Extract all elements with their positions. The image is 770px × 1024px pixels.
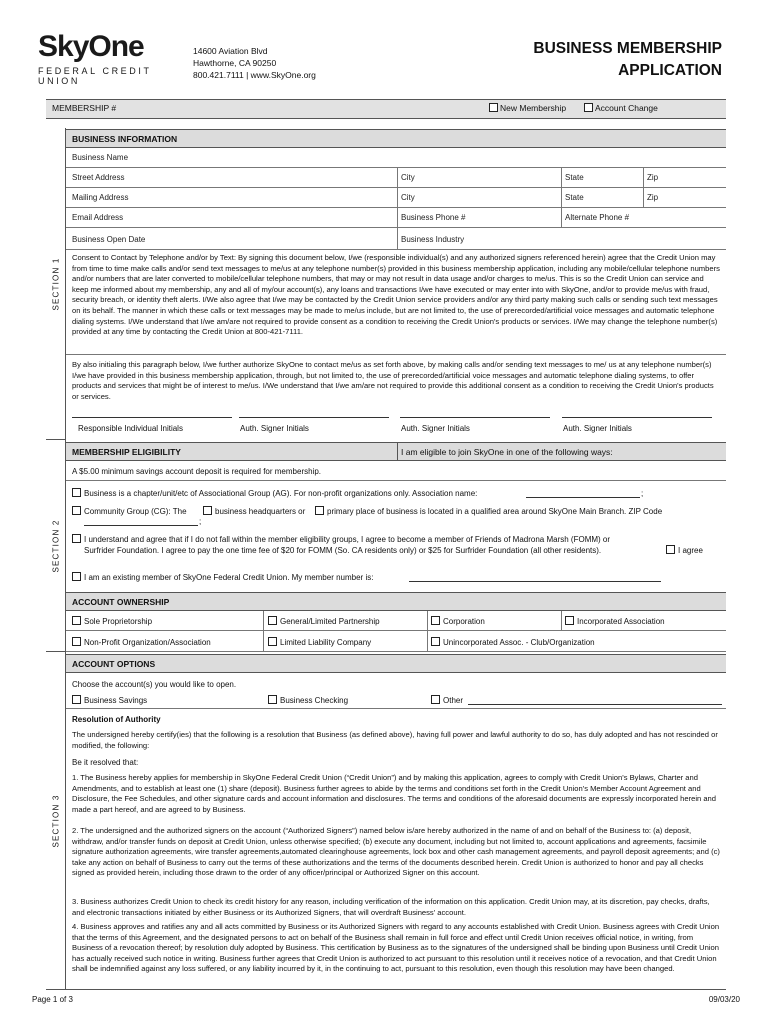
eligibility-subheading: I am eligible to join SkyOne in one of the following ways: xyxy=(401,447,613,457)
primary-place-checkbox[interactable] xyxy=(315,506,324,515)
associational-group-checkbox[interactable] xyxy=(72,488,81,497)
street-label: Street Address xyxy=(72,173,125,182)
title-line-2: APPLICATION xyxy=(618,62,722,79)
llc-checkbox[interactable] xyxy=(268,637,277,646)
resolution-item-1: 1. The Business hereby applies for membership in SkyOne Federal Credit Union (“Credit Union”) and by making this application, agrees to comply with Credit Union's Bylaws, Charter and Amendments, and to establish at least one (1) share (deposit). Business further agrees to abide by the terms and conditions set forth in the Credit Union's Member Account Agreement and Disclosure, the Fee Schedules, and other signature cards and account information and disclosures. The terms and conditions of the aforesaid documents are expressly incorporated herein and made a part hereof, and are agreed to by Business. xyxy=(72,773,717,814)
title-line-1: BUSINESS MEMBERSHIP xyxy=(533,40,722,57)
divider xyxy=(561,168,562,228)
new-membership-checkbox[interactable] xyxy=(489,103,498,112)
new-membership-label: New Membership xyxy=(500,103,567,113)
friends-option-line-2: Surfrider Foundation. I agree to pay the one time fee of $20 for FOMM (So. CA residents only) or $25 for Surfrider Foundation (all other residents). xyxy=(84,546,602,555)
headquarters-text: business headquarters or xyxy=(215,507,306,516)
eligibility-heading: MEMBERSHIP ELIGIBILITY xyxy=(72,447,181,457)
divider xyxy=(561,611,562,631)
eligibility-header xyxy=(66,442,726,461)
incorporated-association-label: Incorporated Association xyxy=(577,617,665,626)
account-change-checkbox[interactable] xyxy=(584,103,593,112)
headquarters-checkbox[interactable] xyxy=(203,506,212,515)
divider xyxy=(66,354,726,355)
other-account-label: Other xyxy=(443,696,464,705)
account-change-label: Account Change xyxy=(595,103,658,113)
alternate-phone-label: Alternate Phone # xyxy=(565,213,630,222)
contact-row[interactable] xyxy=(66,208,726,228)
unincorporated-label: Unincorporated Assoc. - Club/Organization xyxy=(443,638,595,647)
member-number-field[interactable] xyxy=(409,581,661,582)
industry-label: Business Industry xyxy=(401,235,465,244)
corporation-label: Corporation xyxy=(443,617,485,626)
open-date-row[interactable] xyxy=(66,228,726,250)
street-row[interactable] xyxy=(66,168,726,188)
membership-number-label: MEMBERSHIP # xyxy=(52,103,117,113)
mailing-city-label: City xyxy=(401,193,415,202)
other-account-field[interactable] xyxy=(468,704,722,705)
logo-subtitle: FEDERAL CREDIT UNION xyxy=(38,66,152,86)
friends-option-checkbox[interactable] xyxy=(72,534,81,543)
section-2-label: SECTION 2 xyxy=(51,519,61,573)
community-group-checkbox[interactable] xyxy=(72,506,81,515)
divider xyxy=(643,168,644,208)
document-title xyxy=(533,38,722,82)
account-options-header xyxy=(66,654,726,673)
business-checking-checkbox[interactable] xyxy=(268,695,277,704)
signer-initials-label: Auth. Signer Initials xyxy=(563,424,632,433)
associational-group-text: Business is a chapter/unit/etc of Associational Group (AG). For non-profit organizations only. Association name: xyxy=(84,489,478,498)
divider xyxy=(427,611,428,652)
resolution-title: Resolution of Authority xyxy=(72,715,161,724)
i-agree-checkbox[interactable] xyxy=(666,545,675,554)
address-line-2: Hawthorne, CA 90250 xyxy=(193,58,277,68)
address-block xyxy=(193,45,316,81)
association-name-field[interactable] xyxy=(526,497,640,498)
existing-member-checkbox[interactable] xyxy=(72,572,81,581)
address-line-1: 14600 Aviation Blvd xyxy=(193,46,268,56)
friends-option-line-1: I understand and agree that if I do not fall within the member eligibility groups, I agree to become a member of Friends of Madrona Marsh (FOMM) or xyxy=(84,535,611,544)
divider xyxy=(66,708,726,709)
responsible-initials-label: Responsible Individual Initials xyxy=(78,424,183,433)
existing-member-text: I am an existing member of SkyOne Federal Credit Union. My member number is: xyxy=(84,573,374,582)
account-options-heading: ACCOUNT OPTIONS xyxy=(72,659,156,669)
corporation-checkbox[interactable] xyxy=(431,616,440,625)
punctuation: ; xyxy=(199,517,202,526)
bottom-rule xyxy=(46,989,726,990)
signer-initials-label: Auth. Signer Initials xyxy=(401,424,470,433)
divider xyxy=(397,442,398,461)
nonprofit-label: Non-Profit Organization/Association xyxy=(84,638,211,647)
nonprofit-checkbox[interactable] xyxy=(72,637,81,646)
ownership-heading: ACCOUNT OWNERSHIP xyxy=(72,597,170,607)
business-info-header xyxy=(66,129,726,148)
account-change-option[interactable] xyxy=(584,103,658,113)
divider xyxy=(397,168,398,250)
llc-label: Limited Liability Company xyxy=(280,638,372,647)
divider xyxy=(263,611,264,652)
section-3-label: SECTION 3 xyxy=(51,794,61,848)
business-checking-label: Business Checking xyxy=(280,696,349,705)
business-name-label: Business Name xyxy=(72,153,129,162)
city-label: City xyxy=(401,173,415,182)
initials-line[interactable] xyxy=(72,417,232,418)
sole-proprietorship-checkbox[interactable] xyxy=(72,616,81,625)
choose-accounts-text: Choose the account(s) you would like to open. xyxy=(72,680,237,689)
resolution-intro: The undersigned hereby certify(ies) that the following is a resolution that Business (as defined above), having full power and lawful authority to do so, has duly adopted and has not rescinded or modified, the following: xyxy=(72,730,718,750)
state-label: State xyxy=(565,173,584,182)
open-date-label: Business Open Date xyxy=(72,235,146,244)
business-savings-checkbox[interactable] xyxy=(72,695,81,704)
deposit-note: A $5.00 minimum savings account deposit is required for membership. xyxy=(72,467,322,476)
unincorporated-checkbox[interactable] xyxy=(431,637,440,646)
revision-date: 09/03/20 xyxy=(708,995,740,1004)
page-number: Page 1 of 3 xyxy=(32,995,73,1004)
resolution-item-4: 4. Business approves and ratifies any and all acts committed by Business or its Authorized Signers with regard to any accounts established with Credit Union. Business agrees with Credit Union that the terms of this Agreement, and the designated persons to act on behalf of the Business shall remain in full force and effect until Credit Union receives official notice, in writing, from Business of a revocation thereof; by resolution duly adopted by Business. This certification by Business as to the signatures of the undersigned shall be binding upon Business until Credit Union has actually received such notice in writing. Business further agrees that Credit Union is authorized to act pursuant to this resolution until it receives notice of a revocation, and that Credit Union shall be indemnified against any loss suffered, or any liability incurred by it, in the continuing to act, pursuant to this resolution, even though this resolution may have been changed. xyxy=(72,922,720,974)
resolution-item-2: 2. The undersigned and the authorized signers on the account (“Authorized Signers”) named below is/are hereby authorized in the name of and on behalf of the Business to: (a) deposit, withdraw, and/or transfer funds on deposit at Credit Union, unless otherwise specified; (b) execute any document, including but not limited to, account applications and agreements, facsimile signature authorization agreements, wire transfer agreements,automated clearinghouse agreements, lock box and other cash management agreements, and payroll deposit agreements; and (c) take any action on behalf of Business to carry out the terms of these authorizations and the terms of the documents described herein. Credit Union is authorized to honor and pay all checks signed as provided herein, including those drawn to the order of any officer/principal or Authorized Signer on this account. xyxy=(72,826,720,878)
logo-wordmark: SkyOne xyxy=(38,30,144,63)
resolution-item-3: 3. Business authorizes Credit Union to check its credit history for any reason, including verification of the information on this application. Credit Union may, at its discretion, pay checks, drafts, and electronic transactions initiated by either Business or its Authorized Signers, that will overdraft Business' account. xyxy=(72,897,710,917)
zip-label: Zip xyxy=(647,173,659,182)
mailing-state-label: State xyxy=(565,193,584,202)
sole-proprietorship-label: Sole Proprietorship xyxy=(84,617,153,626)
ownership-header xyxy=(66,592,726,611)
other-account-checkbox[interactable] xyxy=(431,695,440,704)
mailing-row[interactable] xyxy=(66,188,726,208)
partnership-checkbox[interactable] xyxy=(268,616,277,625)
consent-paragraph-1: Consent to Contact by Telephone and/or by Text: By signing this document below, I/we (responsible individual(s) and any authorized signers referenced herein) agree that the Credit Union may from time to time make calls and/or send text messages to me/us at any telephone number(s) provided in this business membership application, including any mobile/cellular telephone numbers and/or numbers that are later converted to mobile/cellular telephone numbers, that may or may not result in data usage and/or charges to me/us. This is so the Credit Union can service and keep me informed about my membership, any and all of my/our account(s), any loans and transactions I/we have executed or may enter into with SkyOne, and/or to provide me/us with fraud, security breach, or identity theft alerts. I/We also agree that I/we may be contacted by the Credit Union service providers and/or any third party making such calls or sending such text messages on its behalf. The manner in which these calls or text messages may be made to me/us include, but are not limited to, the use of prerecorded/artificial voice messages and automatic telephone dialing systems. I/We understand that I/we am/are not required to provide consent as a condition to receiving the Credit Union's products or services. I/We may change the telephone number(s) provided at any time by contacting the Credit Union at 800-421-7111. xyxy=(72,253,720,337)
address-line-3: 800.421.7111 | www.SkyOne.org xyxy=(193,70,316,80)
signer-initials-label: Auth. Signer Initials xyxy=(240,424,309,433)
primary-place-text: primary place of business is located in a qualified area around SkyOne Main Branch. ZIP Code xyxy=(327,507,663,516)
business-savings-label: Business Savings xyxy=(84,696,148,705)
section-1-label: SECTION 1 xyxy=(51,257,61,311)
resolved-line: Be it resolved that: xyxy=(72,758,139,767)
divider xyxy=(66,480,726,481)
business-info-heading: BUSINESS INFORMATION xyxy=(72,134,178,144)
consent-paragraph-2: By also initialing this paragraph below, I/we further authorize SkyOne to contact me/us as set forth above, by making calls and/or sending text messages to me/ us at any telephone number(s) I/we have provided in this business membership application, through, but not limited to, the use of prerecorded/artificial voice messages and automatic telephone dialing systems, to offer products and services that might be of interest to me/us. I/We understand that I/we am/are not required to provide this additional consent as a condition to receiving the Credit Union's products or services. xyxy=(72,360,714,401)
zip-code-field[interactable] xyxy=(84,525,198,526)
mailing-zip-label: Zip xyxy=(647,193,659,202)
skyone-logo xyxy=(38,30,198,86)
i-agree-label: I agree xyxy=(678,546,703,555)
initials-line[interactable] xyxy=(400,417,550,418)
business-phone-label: Business Phone # xyxy=(401,213,466,222)
initials-line[interactable] xyxy=(239,417,389,418)
incorporated-association-checkbox[interactable] xyxy=(565,616,574,625)
mailing-label: Mailing Address xyxy=(72,193,129,202)
initials-line[interactable] xyxy=(562,417,712,418)
business-name-row[interactable] xyxy=(66,148,726,168)
new-membership-option[interactable] xyxy=(489,103,566,113)
punctuation: ; xyxy=(641,489,644,498)
partnership-label: General/Limited Partnership xyxy=(280,617,380,626)
email-label: Email Address xyxy=(72,213,124,222)
community-group-text: Community Group (CG): The xyxy=(84,507,187,516)
